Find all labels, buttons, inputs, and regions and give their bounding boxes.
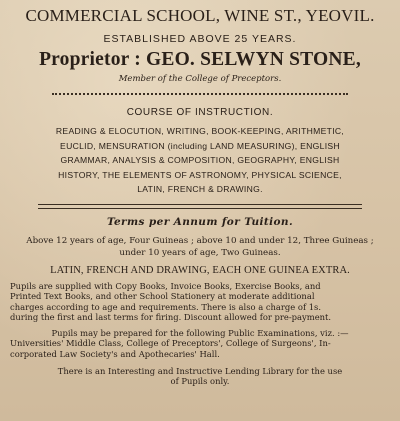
course-heading: COURSE OF INSTRUCTION. — [126, 107, 274, 118]
double-divider — [38, 204, 362, 209]
fees-line: under 10 years of age, Two Guineas. — [119, 247, 281, 258]
supplies-paragraph — [8, 281, 392, 323]
curriculum-line: READING & ELOCUTION, WRITING, BOOK-KEEPING, ARITHMETIC, — [55, 126, 345, 136]
exams-line: corporated Law Society's and Apothecaries' Hall. — [10, 349, 220, 360]
examinations-paragraph — [8, 328, 392, 360]
supplies-line: during the first and last terms for firing. Discount allowed for pre-payment. — [10, 312, 332, 323]
curriculum-line: LATIN, FRENCH & DRAWING. — [137, 184, 263, 194]
curriculum-block — [8, 124, 392, 197]
supplies-line: Printed Text Books, and other School Stationery at moderate additional — [10, 291, 315, 302]
library-line: of Pupils only. — [170, 376, 230, 387]
school-title: COMMERCIAL SCHOOL, WINE ST., YEOVIL. — [25, 6, 375, 25]
library-line: There is an Interesting and Instructive Lending Library for the use — [57, 365, 343, 376]
dotted-divider — [52, 93, 348, 95]
curriculum-line: GRAMMAR, ANALYSIS & COMPOSITION, GEOGRAPHY, ENGLISH — [60, 155, 340, 165]
proprietor-line: Proprietor : GEO. SELWYN STONE, — [39, 49, 361, 70]
exams-line: Universities' Middle Class, College of Preceptors', College of Surgeons', In- — [10, 338, 331, 349]
established-line: ESTABLISHED ABOVE 25 YEARS. — [103, 33, 297, 45]
extra-subjects-line: LATIN, FRENCH AND DRAWING, EACH ONE GUINEA EXTRA. — [50, 264, 350, 276]
exams-line: Pupils may be prepared for the following Public Examinations, viz. :— — [51, 327, 349, 338]
supplies-line: Pupils are supplied with Copy Books, Invoice Books, Exercise Books, and — [10, 280, 321, 291]
fees-line: Above 12 years of age, Four Guineas ; above 10 and under 12, Three Guineas ; — [26, 235, 374, 246]
fees-by-age — [8, 235, 392, 259]
supplies-line: charges according to age and requirements. There is also a charge of 1s. — [10, 301, 321, 312]
curriculum-line: HISTORY, THE ELEMENTS OF ASTRONOMY, PHYSICAL SCIENCE, — [58, 169, 342, 180]
library-note — [8, 366, 392, 387]
member-line: Member of the College of Preceptors. — [118, 74, 282, 84]
curriculum-line: EUCLID, MENSURATION (including LAND MEASURING), ENGLISH — [60, 140, 340, 151]
terms-heading: Terms per Annum for Tuition. — [106, 215, 294, 228]
